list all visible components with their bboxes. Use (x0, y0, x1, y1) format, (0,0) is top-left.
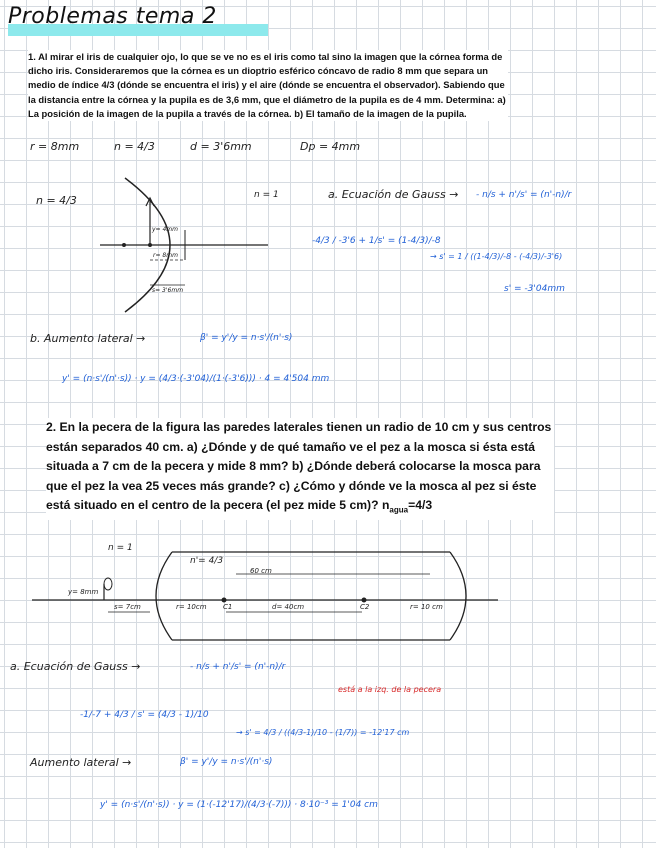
right-wall (450, 552, 466, 640)
sol2a-lateral-heading: Aumento lateral → (30, 756, 132, 769)
diagram1-n-right: n = 1 (254, 190, 279, 200)
sol2a-substitution: -1/-7 + 4/3 / s' = (4/3 - 1)/10 (80, 710, 209, 720)
diagram2-s-label: s= 7cm (114, 603, 141, 611)
sol1a-gauss-eq: - n/s + n'/s' = (n'-n)/r (476, 190, 572, 200)
sol2a-note: está a la izq. de la pecera (338, 685, 442, 694)
diagram2-n-outside: n = 1 (108, 543, 133, 553)
page-title: Problemas tema 2 (8, 4, 217, 29)
data-index: n = 4/3 (114, 140, 155, 153)
problem-2-tail: =4/3 (408, 498, 433, 513)
problem-2-sub: agua (389, 505, 409, 515)
c2-point (362, 598, 367, 603)
diagram2-d-label: d= 40cm (272, 603, 305, 611)
sol1a-result: s' = -3'04mm (504, 284, 565, 294)
sol2a-lateral-eq: β' = y'/y = n·s'/(n'·s) (180, 757, 273, 767)
cornea-diagram (0, 170, 330, 320)
diagram1-y-label: y= 4mm (152, 226, 178, 233)
pupil-point (148, 243, 152, 247)
sol1a-heading: a. Ecuación de Gauss → (328, 188, 459, 201)
c1-point (222, 598, 227, 603)
sol2a-solve: → s' = 4/3 / ((4/3-1)/10 - (1/7)) = -12'17 cm (236, 728, 410, 737)
sol1b-calc: y' = (n·s'/(n'·s)) · y = (4/3·(-3'04)/(1·(-3'6))) · 4 = 4'504 mm (62, 374, 330, 384)
sol2a-heading: a. Ecuación de Gauss → (10, 660, 141, 673)
diagram2-width-label: 60 cm (250, 567, 272, 575)
data-pupil-diameter: Dp = 4mm (300, 140, 361, 153)
center-point (122, 243, 126, 247)
data-radius: r = 8mm (30, 140, 80, 153)
sol2a-gauss-eq: - n/s + n'/s' = (n'-n)/r (190, 662, 286, 672)
diagram2-r2-label: r= 10 cm (410, 603, 443, 611)
problem-1-text: 1. Al mirar el iris de cualquier ojo, lo que se ve no es el iris como tal sino la imagen que la córnea forma de dicho iris. Consideraremos que la córnea es un dioptrio esférico cóncavo de radio 8 mm que separa un medio de índice 4/3 (dónde se encuentra el iris) y el aire (dónde se encuentra el observador). Sabiendo que la distancia entre la córnea y la pupila es de 3,6 mm, que el diámetro de la pupila es de 4 mm. Determina: a) La posición de la imagen de la pupila a través de la córnea. b) El tamaño de la imagen de la pupila. (28, 50, 508, 121)
diagram2-r-label: r= 10cm (176, 603, 207, 611)
problem-2-body: 2. En la pecera de la figura las paredes laterales tienen un radio de 10 cm y sus centros están separados 40 cm. a) ¿Dónde y de qué tamaño ve el pez a la mosca si ésta está situada a 7 cm de la pecera y mide 8 mm? b) ¿Dónde deberá colocarse la mosca para que el pez la vea 25 veces más grande? c) ¿Cómo y dónde ve la mosca al pez si éste está situado en el centro de la pecera (el pez mide 5 cm)? n (46, 420, 552, 513)
fly-icon (104, 578, 112, 590)
diagram2-y-label: y= 8mm (68, 588, 99, 596)
sol1a-substitution: -4/3 / -3'6 + 1/s' = (1-4/3)/-8 (312, 236, 441, 246)
diagram1-r-label: r= 8mm (153, 252, 178, 259)
sol1b-heading: b. Aumento lateral → (30, 332, 146, 345)
diagram2-c2-label: C2 (360, 603, 370, 611)
sol1a-solve: → s' = 1 / ((1-4/3)/-8 - (-4/3)/-3'6) (430, 252, 563, 261)
data-distance: d = 3'6mm (190, 140, 252, 153)
page-title-wrap (8, 4, 217, 29)
left-wall (156, 552, 172, 640)
diagram1-n-left: n = 4/3 (36, 194, 77, 207)
diagram1-s-label: s= 3'6mm (152, 287, 184, 294)
sol2a-lateral-calc: y' = (n·s'/(n'·s)) · y = (1·(-12'17)/(4/3·(-7))) · 8·10⁻³ = 1'04 cm (100, 800, 378, 810)
problem-2-text (46, 418, 554, 520)
diagram2-n-inside: n'= 4/3 (190, 556, 224, 566)
diagram2-c1-label: C1 (223, 603, 233, 611)
sol1b-lateral-eq: β' = y'/y = n·s'/(n'·s) (200, 333, 293, 343)
